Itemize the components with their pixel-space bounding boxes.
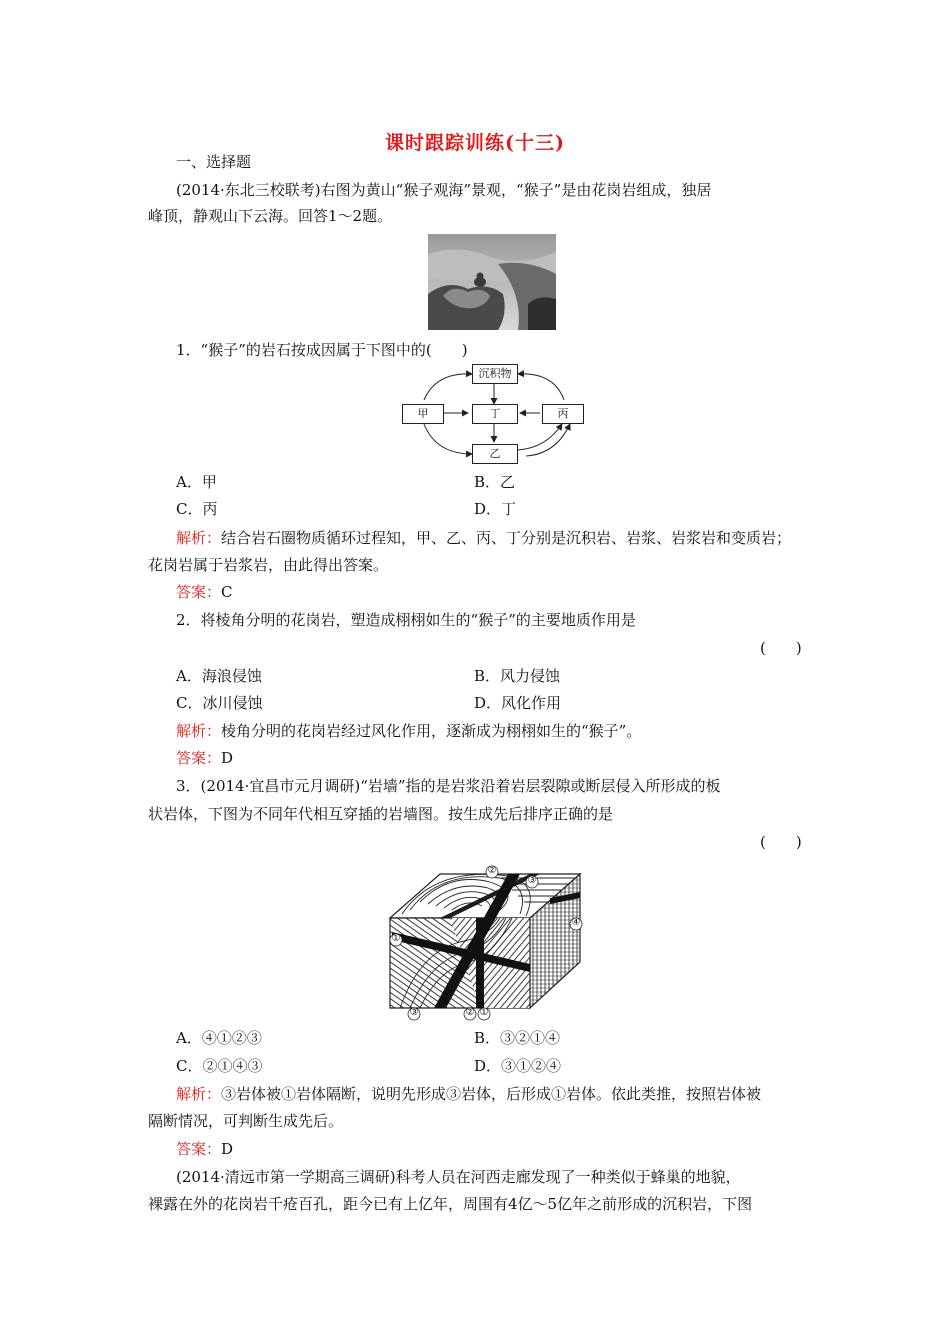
box-bing: 丙 — [542, 404, 584, 424]
q3-stem-line-1: 3．(2014·宜昌市元月调研)“岩墙”指的是岩浆沿着岩层裂隙或断层侵入所形成的板 — [176, 777, 721, 795]
q1-answer — [176, 582, 233, 602]
intro-line-2: 峰顶，静观山下云海。回答1～2题。 — [148, 207, 393, 225]
q2-answer-paren: ( ) — [760, 639, 802, 657]
q2-option-c: C．冰川侵蚀 — [176, 694, 263, 712]
q2-analysis-text: 棱角分明的花岗岩经过风化作用，逐渐成为栩栩如生的“猴子”。 — [221, 722, 642, 740]
q3-answer-value: D — [221, 1140, 234, 1158]
box-jia: 甲 — [402, 404, 444, 424]
huangshan-photo — [428, 234, 556, 330]
q2-answer-value: D — [221, 749, 234, 767]
q2-answer-label: 答案： — [176, 749, 222, 767]
rock-wall-diagram — [380, 862, 600, 1022]
intro-line-1: (2014·东北三校联考)右图为黄山“猴子观海”景观，“猴子”是由花岗岩组成，独居 — [176, 181, 712, 199]
q1-option-b: B．乙 — [474, 473, 516, 491]
q1-analysis-text-1: 结合岩石圈物质循环过程知，甲、乙、丙、丁分别是沉积岩、岩浆、岩浆岩和变质岩； — [221, 529, 792, 547]
q3-analysis-line-2: 隔断情况，可判断生成先后。 — [148, 1112, 344, 1130]
q2-option-a: A．海浪侵蚀 — [176, 667, 262, 685]
q2-analysis — [176, 721, 641, 741]
q3-analysis-text-1: ③岩体被①岩体隔断，说明先形成③岩体，后形成①岩体。依此类推，按照岩体被 — [221, 1085, 762, 1103]
q1-analysis-line-2: 花岗岩属于岩浆岩，由此得出答案。 — [148, 556, 389, 574]
box-yi: 乙 — [472, 444, 518, 464]
label-3-top: ③ — [527, 875, 537, 886]
q3-analysis-label: 解析： — [176, 1085, 222, 1103]
label-4-right: ④ — [571, 917, 581, 928]
q2-stem: 2．将棱角分明的花岗岩，塑造成栩栩如生的“猴子”的主要地质作用是 — [176, 611, 636, 629]
intro2-line-1: (2014·清远市第一学期高三调研)科考人员在河西走廊发现了一种类似于蜂巢的地貌， — [176, 1168, 741, 1186]
label-2-top: ② — [487, 865, 497, 876]
rock-cycle-diagram — [396, 362, 592, 464]
q1-analysis-label: 解析： — [176, 529, 222, 547]
q2-analysis-label: 解析： — [176, 722, 222, 740]
q3-answer — [176, 1139, 233, 1159]
q2-option-d: D．风化作用 — [474, 694, 562, 712]
q3-analysis-line-1 — [176, 1084, 761, 1104]
intro2-line-2: 裸露在外的花岗岩千疮百孔，距今已有上亿年，周围有4亿～5亿年之前形成的沉积岩，下图 — [148, 1195, 753, 1213]
rock-wall-block — [380, 862, 600, 1022]
q2-option-b: B．风力侵蚀 — [474, 667, 561, 685]
box-sediment: 沉积物 — [472, 364, 518, 384]
label-2-bottom: ② — [465, 1007, 475, 1018]
q1-answer-label: 答案： — [176, 583, 222, 601]
q3-option-a: A．④①②③ — [176, 1029, 262, 1047]
q3-answer-paren: ( ) — [760, 833, 802, 851]
q1-option-d: D．丁 — [474, 500, 517, 518]
q3-option-d: D．③①②④ — [474, 1057, 562, 1075]
q3-stem-line-2: 状岩体，下图为不同年代相互穿插的岩墙图。按生成先后排序正确的是 — [148, 805, 614, 823]
q1-answer-value: C — [221, 583, 233, 601]
q1-analysis-line-1 — [176, 528, 791, 548]
label-3-bottom: ③ — [409, 1007, 419, 1018]
q1-stem: 1．“猴子”的岩石按成因属于下图中的( ) — [176, 341, 468, 359]
q1-option-c: C．丙 — [176, 500, 218, 518]
q2-answer — [176, 748, 233, 768]
q3-answer-label: 答案： — [176, 1140, 222, 1158]
q1-option-a: A．甲 — [176, 473, 217, 491]
label-1-bottom: ① — [479, 1007, 489, 1018]
label-1-left: ① — [391, 933, 401, 944]
q3-option-c: C．②①④③ — [176, 1057, 263, 1075]
page-title: 课时跟踪训练(十三) — [385, 132, 565, 154]
q3-option-b: B．③②①④ — [474, 1029, 561, 1047]
section-heading: 一、选择题 — [176, 153, 252, 171]
box-ding: 丁 — [472, 404, 518, 424]
